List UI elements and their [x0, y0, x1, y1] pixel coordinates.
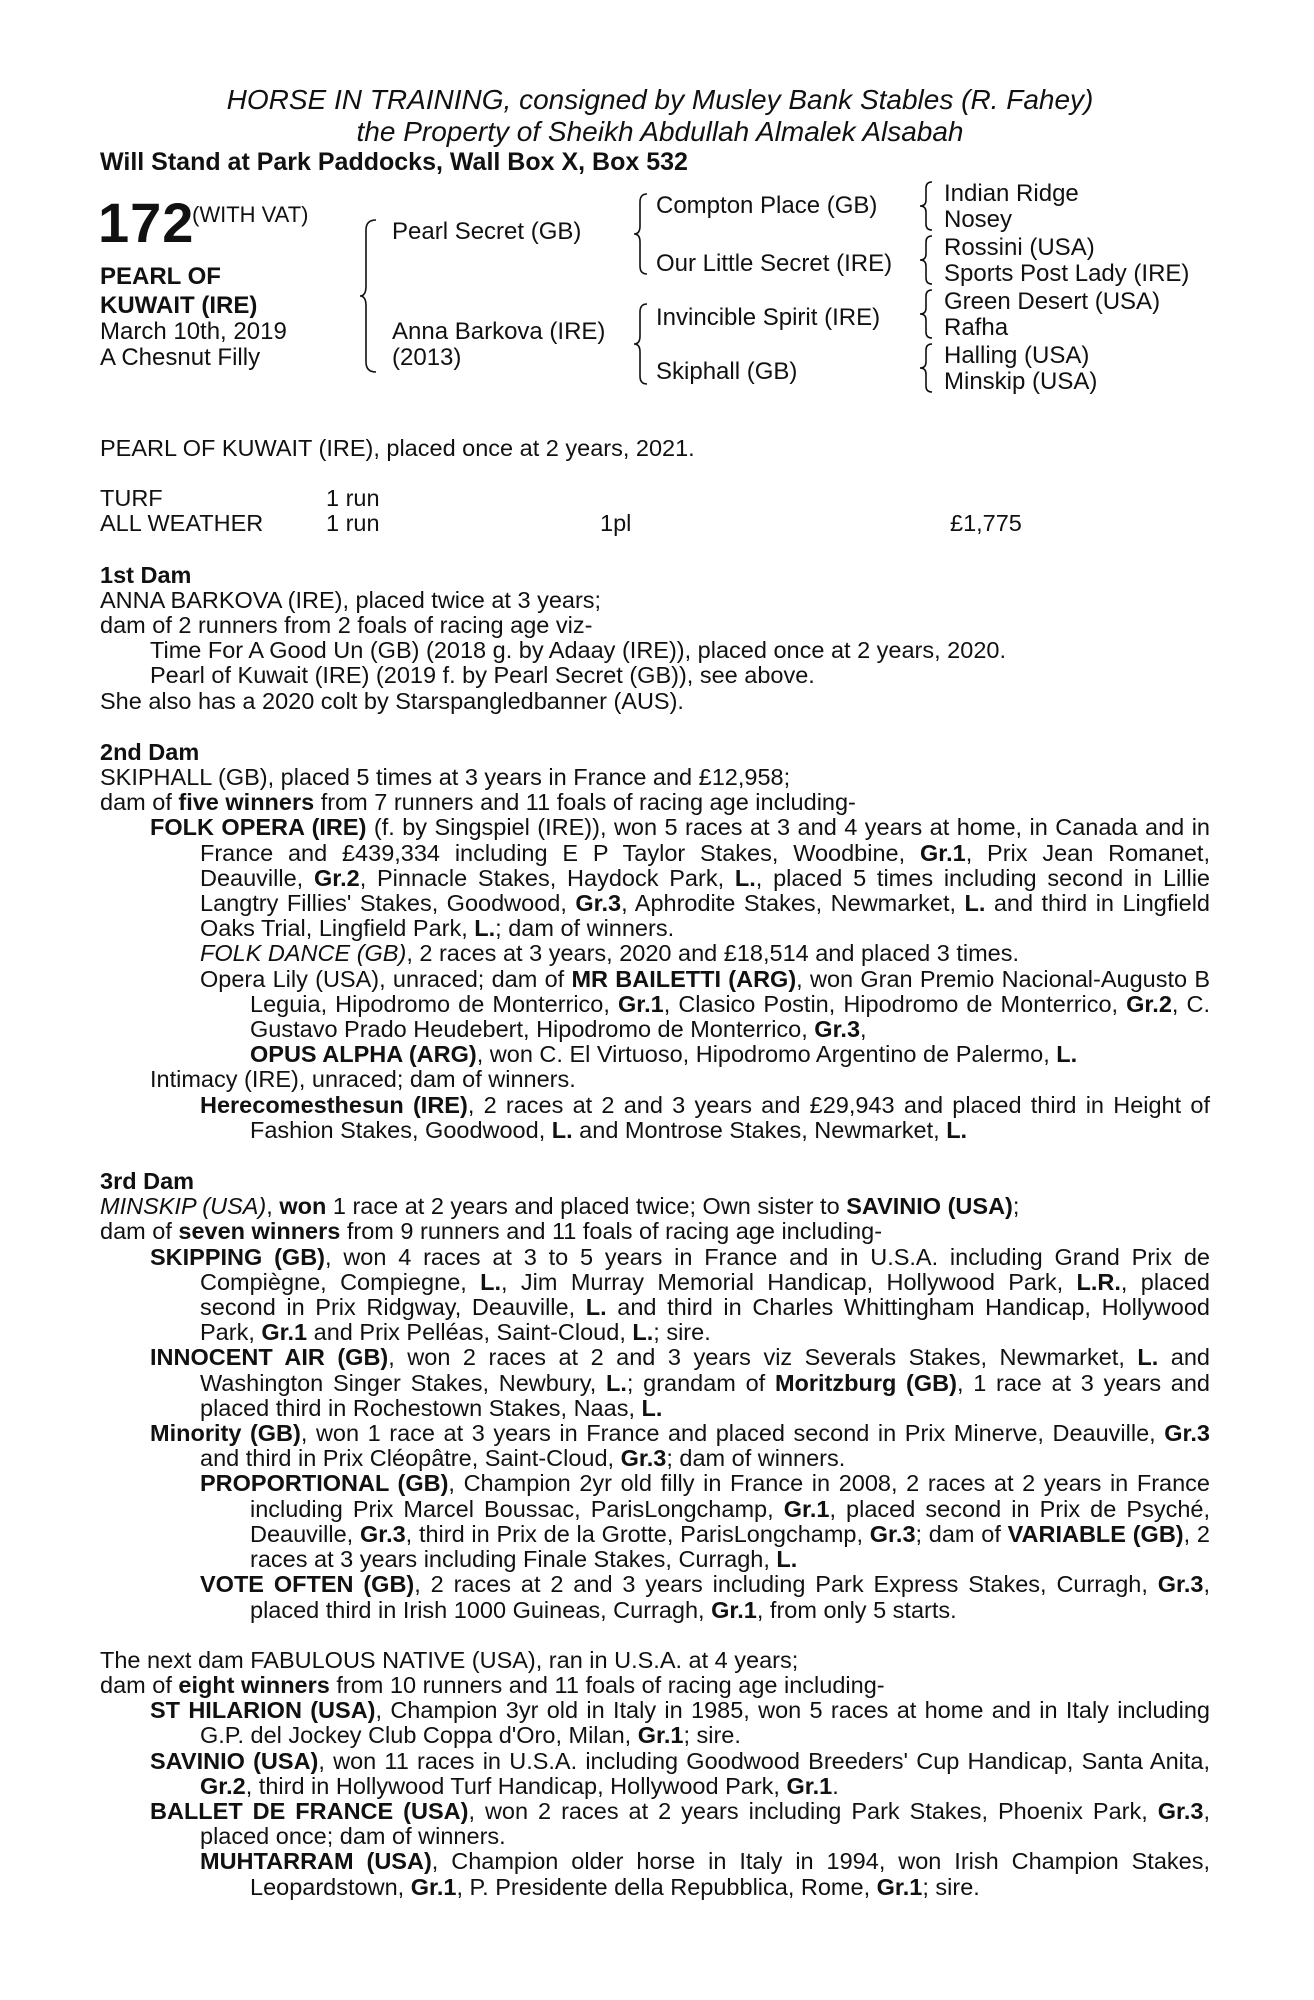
pedigree-sire: Pearl Secret (GB): [392, 218, 582, 245]
catalogue-body: [100, 436, 1210, 1900]
dam2-line: dam of five winners from 7 runners and 11 foals of racing age including-: [100, 789, 856, 816]
race-summary: PEARL OF KUWAIT (IRE), placed once at 2 years, 2021.: [100, 435, 695, 461]
dam3-line: MINSKIP (USA), won 1 race at 2 years and placed twice; Own sister to SAVINIO (USA);: [100, 1193, 1020, 1220]
nextdam-line: The next dam FABULOUS NATIVE (USA), ran in U.S.A. at 4 years;: [100, 1646, 799, 1673]
produce-vote-often: VOTE OFTEN (GB), 2 races at 2 and 3 years including Park Express Stakes, Curragh, Gr.3, placed third in Irish 1000 Guineas, Curragh, Gr.1, from only 5 starts.: [200, 1571, 1210, 1623]
produce-ballet-de-france: BALLET DE FRANCE (USA), won 2 races at 2 years including Park Stakes, Phoenix Park, Gr.3, placed once; dam of winners.: [150, 1797, 1210, 1850]
pedigree-brace-sire: [634, 192, 650, 276]
stat-surface: TURF: [100, 485, 163, 512]
pedigree-dam-dam: Skiphall (GB): [656, 358, 798, 385]
produce-opera-lily: Opera Lily (USA), unraced; dam of MR BAILETTI (ARG), won Gran Premio Nacional-Augusto B Leguia, Hipodromo de Monterrico, Gr.1, Clasico Postin, Hipodromo de Monterrico, Gr.2, C. Gustavo Prado Heudebert, Hipodromo de Monterrico, Gr.3, OPUS ALPHA (ARG), won C. El Virtuoso, Hipodromo Argentino de Palermo, L.: [200, 965, 1211, 1068]
dam1-produce: Pearl of Kuwait (IRE) (2019 f. by Pearl Secret (GB)), see above.: [150, 662, 815, 689]
pedigree-brace-g4: [920, 342, 934, 394]
section-3rd-dam: 3rd Dam: [100, 1168, 195, 1195]
pedigree-g2: Nosey: [944, 206, 1013, 233]
pedigree-brace-g3: [920, 288, 934, 340]
dam1-line: ANNA BARKOVA (IRE), placed twice at 3 years;: [100, 586, 602, 613]
pedigree-g5: Green Desert (USA): [944, 288, 1161, 315]
stat-placed: 1pl: [600, 510, 632, 537]
section-2nd-dam: 2nd Dam: [100, 738, 200, 765]
dam1-produce: Time For A Good Un (GB) (2018 g. by Adaay (IRE)), placed once at 2 years, 2020.: [150, 637, 1006, 664]
dam1-line: She also has a 2020 colt by Starspangledbanner (AUS).: [100, 687, 684, 714]
pedigree-brace-dam: [634, 302, 650, 386]
horse-name-line2: KUWAIT (IRE): [100, 292, 258, 319]
produce-muhtarram: MUHTARRAM (USA), Champion older horse in Italy in 1994, won Irish Champion Stakes, Leopardstown, Gr.1, P. Presidente della Repubblica, Rome, Gr.1; sire.: [200, 1848, 1211, 1900]
produce-innocent-air: INNOCENT AIR (GB), won 2 races at 2 and 3 years viz Severals Stakes, Newmarket, L. and Washington Singer Stakes, Newbury, L.; grandam of Moritzburg (GB), 1 race at 3 years and placed third in Rochestown Stakes, Naas, L.: [150, 1344, 1211, 1421]
pedigree-dam-year: (2013): [392, 344, 462, 371]
pedigree-brace-g1: [920, 180, 934, 232]
foaling-date: March 10th, 2019: [100, 318, 287, 345]
stat-runs: 1 run: [326, 510, 380, 537]
nextdam-line: dam of eight winners from 10 runners and 11 foals of racing age including-: [100, 1671, 885, 1698]
produce-herecomesthesun: Herecomesthesun (IRE), 2 races at 2 and 3 years and £29,943 and placed third in Height of Fashion Stakes, Goodwood, L. and Montrose Stakes, Newmarket, L.: [200, 1091, 1210, 1143]
pedigree-sire-dam: Our Little Secret (IRE): [656, 250, 893, 277]
pedigree-g7: Halling (USA): [944, 342, 1090, 369]
stat-row-all-weather: [100, 511, 1210, 536]
stat-row-turf: [100, 486, 1210, 511]
pedigree-dam: Anna Barkova (IRE): [392, 318, 606, 345]
pedigree-sire-sire: Compton Place (GB): [656, 192, 878, 219]
pedigree-g8: Minskip (USA): [944, 368, 1098, 395]
consignor-line: HORSE IN TRAINING, consigned by Musley Bank Stables (R. Fahey): [226, 84, 1094, 115]
produce-folk-dance: FOLK DANCE (GB), 2 races at 3 years, 2020 and £18,514 and placed 3 times.: [200, 940, 1020, 967]
pedigree-g1: Indian Ridge: [944, 180, 1079, 207]
produce-st-hilarion: ST HILARION (USA), Champion 3yr old in Italy in 1985, won 5 races at home and in Italy including G.P. del Jockey Club Coppa d'Oro, Milan, Gr.1; sire.: [150, 1697, 1210, 1749]
pedigree-g3: Rossini (USA): [944, 234, 1095, 261]
pedigree-brace-g2: [920, 234, 934, 286]
pedigree-g4: Sports Post Lady (IRE): [944, 260, 1190, 287]
stand-line: Will Stand at Park Paddocks, Wall Box X, Box 532: [100, 148, 688, 176]
pedigree-dam-sire: Invincible Spirit (IRE): [656, 304, 881, 331]
produce-proportional: PROPORTIONAL (GB), Champion 2yr old filly in France in 2008, 2 races at 2 years in France including Prix Marcel Boussac, ParisLongchamp, Gr.1, placed second in Prix de Psyché, Deauville, Gr.3, third in Prix de la Grotte, ParisLongchamp, Gr.3; dam of VARIABLE (GB), 2 races at 3 years including Finale Stakes, Curragh, L.: [200, 1470, 1210, 1573]
stat-runs: 1 run: [326, 485, 380, 512]
stat-surface: ALL WEATHER: [100, 510, 264, 537]
property-line: the Property of Sheikh Abdullah Almalek Alsabah: [356, 116, 964, 147]
produce-skipping: SKIPPING (GB), won 4 races at 3 to 5 years in France and in U.S.A. including Grand Prix de Compiègne, Compiegne, L., Jim Murray Memorial Handicap, Hollywood Park, L.R., placed second in Prix Ridgway, Deauville, L. and third in Charles Whittingham Handicap, Hollywood Park, Gr.1 and Prix Pelléas, Saint-Cloud, L.; sire.: [150, 1243, 1210, 1346]
vat-label: (WITH VAT): [192, 202, 309, 227]
produce-folk-opera: FOLK OPERA (IRE) (f. by Singspiel (IRE)), won 5 races at 3 and 4 years at home, in Canada and in France and £439,334 including E P Taylor Stakes, Woodbine, Gr.1, Prix Jean Romanet, Deauville, Gr.2, Pinnacle Stakes, Haydock Park, L., placed 5 times including second in Lillie Langtry Fillies' Stakes, Goodwood, Gr.3, Aphrodite Stakes, Newmarket, L. and third in Lingfield Oaks Trial, Lingfield Park, L.; dam of winners.: [150, 814, 1210, 942]
horse-name-line1: PEARL OF: [100, 263, 221, 290]
produce-intimacy: Intimacy (IRE), unraced; dam of winners.: [150, 1066, 576, 1093]
stat-earnings: £1,775: [950, 510, 1022, 537]
horse-description: A Chesnut Filly: [100, 344, 261, 371]
lot-number: 172: [98, 191, 195, 254]
pedigree-g6: Rafha: [944, 314, 1009, 341]
pedigree-brace-main: [360, 218, 380, 374]
dam2-line: SKIPHALL (GB), placed 5 times at 3 years in France and £12,958;: [100, 764, 791, 790]
produce-savinio: SAVINIO (USA), won 11 races in U.S.A. including Goodwood Breeders' Cup Handicap, Santa Anita, Gr.2, third in Hollywood Turf Handicap, Hollywood Park, Gr.1.: [150, 1747, 1211, 1799]
dam3-line: dam of seven winners from 9 runners and 11 foals of racing age including-: [100, 1218, 883, 1245]
dam1-line: dam of 2 runners from 2 foals of racing age viz-: [100, 611, 593, 638]
produce-minority: Minority (GB), won 1 race at 3 years in France and placed second in Prix Minerve, Deauville, Gr.3 and third in Prix Cléopâtre, Saint-Cloud, Gr.3; dam of winners.: [150, 1420, 1210, 1472]
section-1st-dam: 1st Dam: [100, 561, 192, 588]
